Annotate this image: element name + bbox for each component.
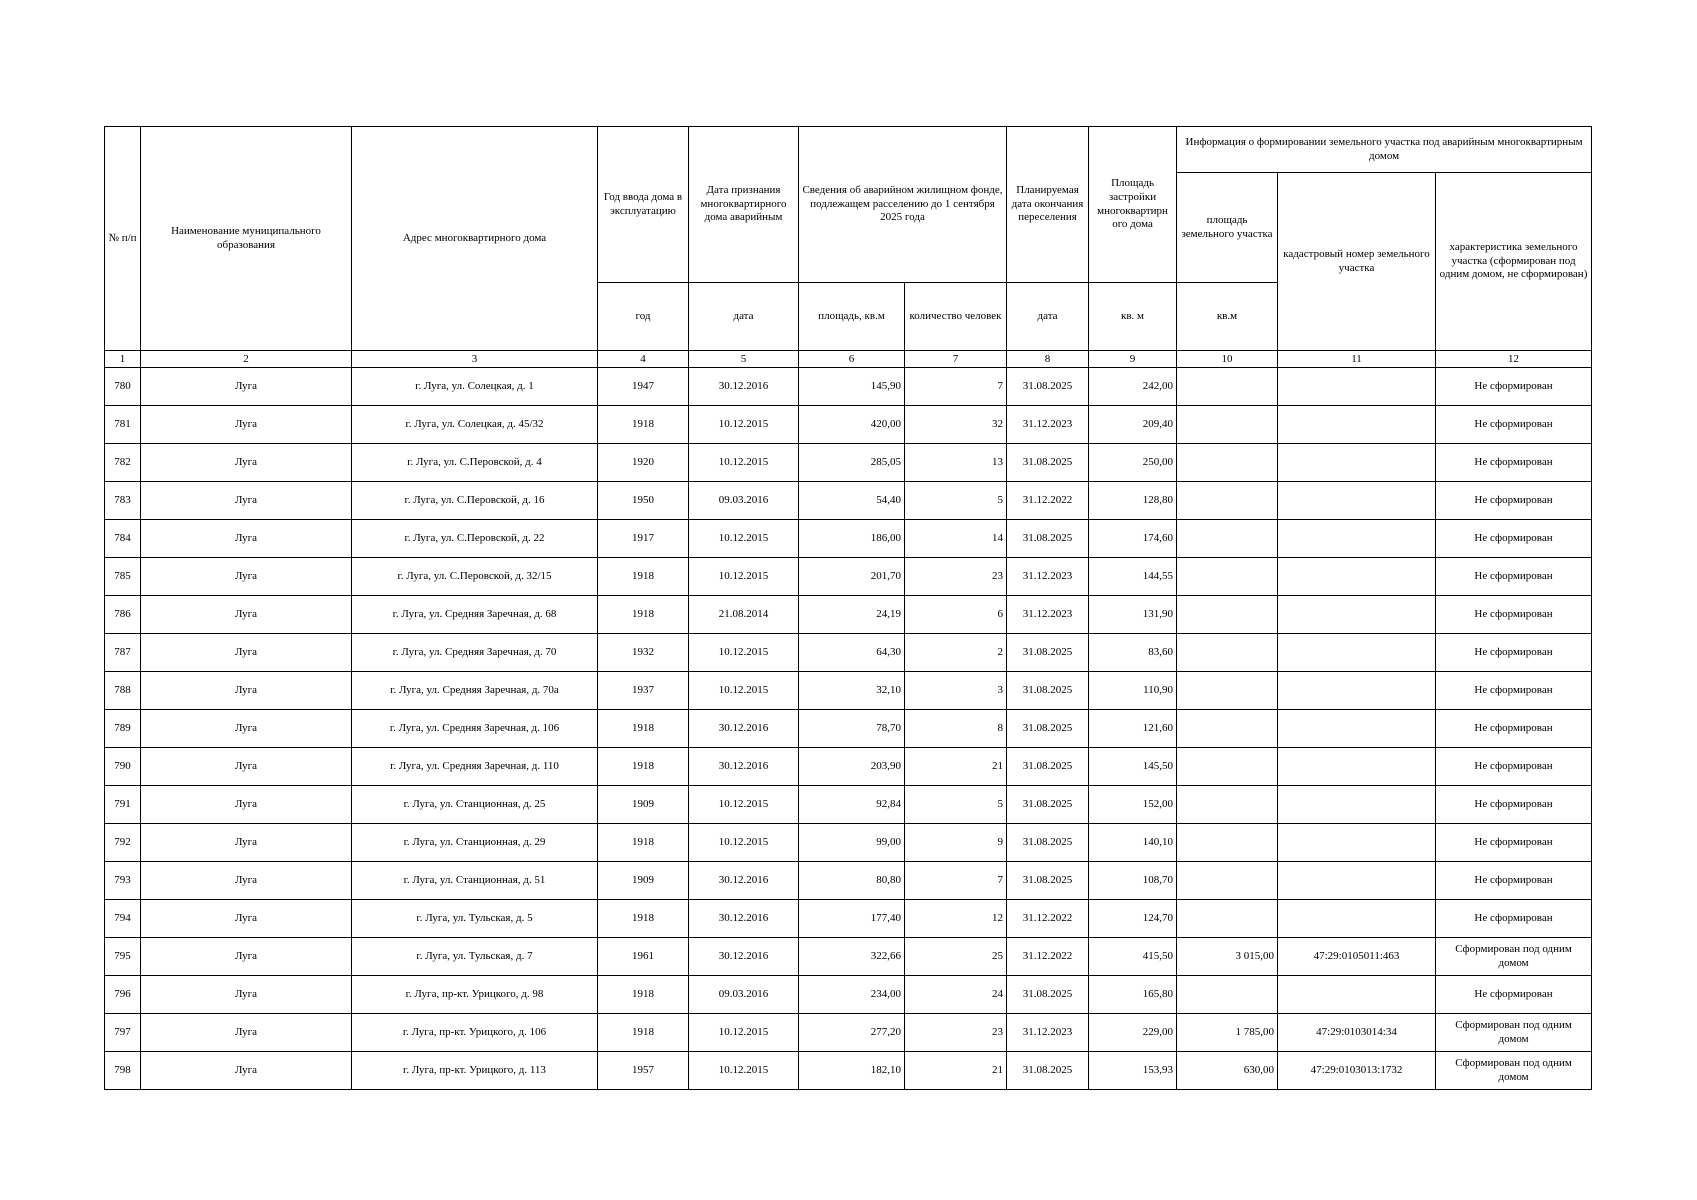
unit-people: количество человек <box>905 283 1007 351</box>
planned-date-cell: 31.12.2023 <box>1007 406 1089 444</box>
building-area-cell: 209,40 <box>1089 406 1177 444</box>
column-number: 12 <box>1436 351 1592 368</box>
year-built-cell: 1918 <box>598 824 689 862</box>
column-number: 7 <box>905 351 1007 368</box>
row-number-cell: 780 <box>105 368 141 406</box>
cadastral-number-cell <box>1278 786 1436 824</box>
column-number-row <box>105 351 1592 368</box>
emergency-date-cell: 30.12.2016 <box>689 938 799 976</box>
cadastral-number-cell <box>1278 444 1436 482</box>
table-row <box>105 976 1592 1014</box>
table-row <box>105 748 1592 786</box>
cadastral-number-cell <box>1278 976 1436 1014</box>
fund-area-cell: 78,70 <box>799 710 905 748</box>
unit-area: площадь, кв.м <box>799 283 905 351</box>
cadastral-number-cell <box>1278 748 1436 786</box>
building-area-cell: 140,10 <box>1089 824 1177 862</box>
municipality-cell: Луга <box>141 900 352 938</box>
municipality-cell: Луга <box>141 1052 352 1090</box>
row-number-cell: 787 <box>105 634 141 672</box>
land-area-cell <box>1177 482 1278 520</box>
unit-land-area: кв.м <box>1177 283 1278 351</box>
address-cell: г. Луга, ул. Станционная, д. 25 <box>352 786 598 824</box>
building-area-cell: 108,70 <box>1089 862 1177 900</box>
row-number-cell: 794 <box>105 900 141 938</box>
address-cell: г. Луга, ул. Солецкая, д. 45/32 <box>352 406 598 444</box>
building-area-cell: 110,90 <box>1089 672 1177 710</box>
fund-area-cell: 145,90 <box>799 368 905 406</box>
column-number: 4 <box>598 351 689 368</box>
municipality-cell: Луга <box>141 786 352 824</box>
cadastral-number-cell <box>1278 368 1436 406</box>
emergency-date-cell: 09.03.2016 <box>689 976 799 1014</box>
cadastral-number-cell <box>1278 862 1436 900</box>
land-status-cell: Не сформирован <box>1436 862 1592 900</box>
address-cell: г. Луга, пр-кт. Урицкого, д. 113 <box>352 1052 598 1090</box>
year-built-cell: 1932 <box>598 634 689 672</box>
table-row <box>105 824 1592 862</box>
fund-area-cell: 32,10 <box>799 672 905 710</box>
fund-area-cell: 277,20 <box>799 1014 905 1052</box>
people-count-cell: 25 <box>905 938 1007 976</box>
emergency-date-cell: 09.03.2016 <box>689 482 799 520</box>
planned-date-cell: 31.08.2025 <box>1007 444 1089 482</box>
row-number-cell: 792 <box>105 824 141 862</box>
year-built-cell: 1961 <box>598 938 689 976</box>
land-status-cell: Не сформирован <box>1436 900 1592 938</box>
unit-planned-date: дата <box>1007 283 1089 351</box>
people-count-cell: 21 <box>905 748 1007 786</box>
land-area-cell <box>1177 710 1278 748</box>
cadastral-number-cell: 47:29:0103014:34 <box>1278 1014 1436 1052</box>
table-row <box>105 710 1592 748</box>
land-status-cell: Сформирован под одним домом <box>1436 938 1592 976</box>
year-built-cell: 1917 <box>598 520 689 558</box>
land-status-cell: Не сформирован <box>1436 406 1592 444</box>
land-area-cell <box>1177 596 1278 634</box>
cadastral-number-cell <box>1278 900 1436 938</box>
table-row <box>105 368 1592 406</box>
emergency-date-cell: 10.12.2015 <box>689 1014 799 1052</box>
cadastral-number-cell <box>1278 596 1436 634</box>
year-built-cell: 1909 <box>598 786 689 824</box>
municipality-cell: Луга <box>141 406 352 444</box>
address-cell: г. Луга, ул. Средняя Заречная, д. 70 <box>352 634 598 672</box>
municipality-cell: Луга <box>141 482 352 520</box>
header-cadastral: кадастровый номер земельного участка <box>1278 173 1436 351</box>
municipality-cell: Луга <box>141 938 352 976</box>
planned-date-cell: 31.08.2025 <box>1007 976 1089 1014</box>
emergency-date-cell: 10.12.2015 <box>689 786 799 824</box>
planned-date-cell: 31.12.2023 <box>1007 558 1089 596</box>
year-built-cell: 1918 <box>598 976 689 1014</box>
municipality-cell: Луга <box>141 862 352 900</box>
year-built-cell: 1947 <box>598 368 689 406</box>
emergency-date-cell: 10.12.2015 <box>689 444 799 482</box>
land-status-cell: Не сформирован <box>1436 444 1592 482</box>
emergency-date-cell: 30.12.2016 <box>689 862 799 900</box>
land-area-cell <box>1177 520 1278 558</box>
cadastral-number-cell <box>1278 824 1436 862</box>
land-area-cell <box>1177 672 1278 710</box>
emergency-date-cell: 10.12.2015 <box>689 634 799 672</box>
building-area-cell: 145,50 <box>1089 748 1177 786</box>
table-row <box>105 406 1592 444</box>
municipality-cell: Луга <box>141 748 352 786</box>
building-area-cell: 153,93 <box>1089 1052 1177 1090</box>
column-number: 11 <box>1278 351 1436 368</box>
row-number-cell: 797 <box>105 1014 141 1052</box>
cadastral-number-cell <box>1278 406 1436 444</box>
year-built-cell: 1957 <box>598 1052 689 1090</box>
address-cell: г. Луга, ул. С.Перовской, д. 16 <box>352 482 598 520</box>
fund-area-cell: 285,05 <box>799 444 905 482</box>
fund-area-cell: 322,66 <box>799 938 905 976</box>
emergency-date-cell: 10.12.2015 <box>689 558 799 596</box>
table-row <box>105 558 1592 596</box>
column-number: 8 <box>1007 351 1089 368</box>
cadastral-number-cell: 47:29:0105011:463 <box>1278 938 1436 976</box>
row-number-cell: 781 <box>105 406 141 444</box>
land-area-cell <box>1177 406 1278 444</box>
table-row <box>105 938 1592 976</box>
building-area-cell: 250,00 <box>1089 444 1177 482</box>
fund-area-cell: 182,10 <box>799 1052 905 1090</box>
land-area-cell <box>1177 444 1278 482</box>
address-cell: г. Луга, ул. Средняя Заречная, д. 106 <box>352 710 598 748</box>
table-row <box>105 520 1592 558</box>
unit-date: дата <box>689 283 799 351</box>
address-cell: г. Луга, ул. Средняя Заречная, д. 110 <box>352 748 598 786</box>
cadastral-number-cell <box>1278 710 1436 748</box>
year-built-cell: 1950 <box>598 482 689 520</box>
land-area-cell: 3 015,00 <box>1177 938 1278 976</box>
column-number: 3 <box>352 351 598 368</box>
planned-date-cell: 31.08.2025 <box>1007 1052 1089 1090</box>
land-area-cell <box>1177 558 1278 596</box>
header-fund-info: Сведения об аварийном жилищном фонде, подлежащем расселению до 1 сентября 2025 года <box>799 127 1007 283</box>
people-count-cell: 12 <box>905 900 1007 938</box>
land-area-cell <box>1177 368 1278 406</box>
column-number: 5 <box>689 351 799 368</box>
year-built-cell: 1918 <box>598 596 689 634</box>
land-status-cell: Не сформирован <box>1436 786 1592 824</box>
fund-area-cell: 420,00 <box>799 406 905 444</box>
municipality-cell: Луга <box>141 634 352 672</box>
address-cell: г. Луга, ул. Тульская, д. 7 <box>352 938 598 976</box>
land-area-cell <box>1177 634 1278 672</box>
planned-date-cell: 31.08.2025 <box>1007 672 1089 710</box>
municipality-cell: Луга <box>141 520 352 558</box>
land-area-cell <box>1177 748 1278 786</box>
emergency-date-cell: 30.12.2016 <box>689 900 799 938</box>
planned-date-cell: 31.08.2025 <box>1007 368 1089 406</box>
planned-date-cell: 31.12.2022 <box>1007 482 1089 520</box>
planned-date-cell: 31.08.2025 <box>1007 786 1089 824</box>
header-date-emergency: Дата признания многоквартирного дома аварийным <box>689 127 799 283</box>
building-area-cell: 83,60 <box>1089 634 1177 672</box>
municipality-cell: Луга <box>141 672 352 710</box>
land-status-cell: Сформирован под одним домом <box>1436 1014 1592 1052</box>
table-row <box>105 596 1592 634</box>
people-count-cell: 14 <box>905 520 1007 558</box>
fund-area-cell: 186,00 <box>799 520 905 558</box>
land-status-cell: Не сформирован <box>1436 482 1592 520</box>
land-status-cell: Не сформирован <box>1436 672 1592 710</box>
row-number-cell: 796 <box>105 976 141 1014</box>
people-count-cell: 13 <box>905 444 1007 482</box>
people-count-cell: 2 <box>905 634 1007 672</box>
row-number-cell: 784 <box>105 520 141 558</box>
building-area-cell: 229,00 <box>1089 1014 1177 1052</box>
address-cell: г. Луга, пр-кт. Урицкого, д. 106 <box>352 1014 598 1052</box>
people-count-cell: 7 <box>905 368 1007 406</box>
table-row <box>105 444 1592 482</box>
table-row <box>105 634 1592 672</box>
cadastral-number-cell <box>1278 558 1436 596</box>
people-count-cell: 5 <box>905 786 1007 824</box>
row-number-cell: 783 <box>105 482 141 520</box>
municipality-cell: Луга <box>141 1014 352 1052</box>
table-body <box>105 368 1592 1090</box>
header-building-area: Площадь застройки многоквартирн ого дома <box>1089 127 1177 283</box>
emergency-housing-table <box>104 126 1592 1090</box>
fund-area-cell: 92,84 <box>799 786 905 824</box>
year-built-cell: 1918 <box>598 1014 689 1052</box>
fund-area-cell: 234,00 <box>799 976 905 1014</box>
cadastral-number-cell <box>1278 482 1436 520</box>
planned-date-cell: 31.12.2022 <box>1007 900 1089 938</box>
row-number-cell: 790 <box>105 748 141 786</box>
emergency-date-cell: 10.12.2015 <box>689 1052 799 1090</box>
row-number-cell: 786 <box>105 596 141 634</box>
address-cell: г. Луга, ул. Средняя Заречная, д. 70а <box>352 672 598 710</box>
land-status-cell: Не сформирован <box>1436 824 1592 862</box>
header-planned-date: Планируемая дата окончания переселения <box>1007 127 1089 283</box>
header-land-status: характеристика земельного участка (сформирован под одним домом, не сформирован) <box>1436 173 1592 351</box>
unit-year: год <box>598 283 689 351</box>
municipality-cell: Луга <box>141 368 352 406</box>
building-area-cell: 121,60 <box>1089 710 1177 748</box>
cadastral-number-cell <box>1278 520 1436 558</box>
planned-date-cell: 31.12.2022 <box>1007 938 1089 976</box>
emergency-date-cell: 10.12.2015 <box>689 824 799 862</box>
fund-area-cell: 80,80 <box>799 862 905 900</box>
land-status-cell: Не сформирован <box>1436 596 1592 634</box>
header-land-area: площадь земельного участка <box>1177 173 1278 283</box>
row-number-cell: 798 <box>105 1052 141 1090</box>
land-status-cell: Не сформирован <box>1436 558 1592 596</box>
emergency-date-cell: 10.12.2015 <box>689 406 799 444</box>
building-area-cell: 174,60 <box>1089 520 1177 558</box>
header-address: Адрес многоквартирного дома <box>352 127 598 351</box>
row-number-cell: 789 <box>105 710 141 748</box>
column-number: 2 <box>141 351 352 368</box>
address-cell: г. Луга, ул. С.Перовской, д. 4 <box>352 444 598 482</box>
fund-area-cell: 203,90 <box>799 748 905 786</box>
address-cell: г. Луга, ул. Станционная, д. 51 <box>352 862 598 900</box>
row-number-cell: 793 <box>105 862 141 900</box>
land-status-cell: Не сформирован <box>1436 520 1592 558</box>
header-year-built: Год ввода дома в эксплуатацию <box>598 127 689 283</box>
planned-date-cell: 31.08.2025 <box>1007 862 1089 900</box>
planned-date-cell: 31.08.2025 <box>1007 634 1089 672</box>
emergency-date-cell: 10.12.2015 <box>689 672 799 710</box>
people-count-cell: 6 <box>905 596 1007 634</box>
land-area-cell: 630,00 <box>1177 1052 1278 1090</box>
fund-area-cell: 54,40 <box>799 482 905 520</box>
building-area-cell: 144,55 <box>1089 558 1177 596</box>
column-number: 10 <box>1177 351 1278 368</box>
cadastral-number-cell <box>1278 672 1436 710</box>
year-built-cell: 1937 <box>598 672 689 710</box>
municipality-cell: Луга <box>141 596 352 634</box>
column-number: 9 <box>1089 351 1177 368</box>
emergency-date-cell: 30.12.2016 <box>689 748 799 786</box>
building-area-cell: 128,80 <box>1089 482 1177 520</box>
land-status-cell: Не сформирован <box>1436 368 1592 406</box>
fund-area-cell: 99,00 <box>799 824 905 862</box>
address-cell: г. Луга, ул. Средняя Заречная, д. 68 <box>352 596 598 634</box>
people-count-cell: 5 <box>905 482 1007 520</box>
address-cell: г. Луга, ул. С.Перовской, д. 22 <box>352 520 598 558</box>
building-area-cell: 415,50 <box>1089 938 1177 976</box>
building-area-cell: 165,80 <box>1089 976 1177 1014</box>
table-row <box>105 482 1592 520</box>
planned-date-cell: 31.08.2025 <box>1007 520 1089 558</box>
planned-date-cell: 31.08.2025 <box>1007 748 1089 786</box>
land-status-cell: Не сформирован <box>1436 748 1592 786</box>
fund-area-cell: 201,70 <box>799 558 905 596</box>
people-count-cell: 32 <box>905 406 1007 444</box>
land-status-cell: Не сформирован <box>1436 710 1592 748</box>
municipality-cell: Луга <box>141 976 352 1014</box>
land-status-cell: Не сформирован <box>1436 976 1592 1014</box>
table-row <box>105 900 1592 938</box>
fund-area-cell: 64,30 <box>799 634 905 672</box>
land-status-cell: Не сформирован <box>1436 634 1592 672</box>
header-num: № п/п <box>105 127 141 351</box>
address-cell: г. Луга, ул. С.Перовской, д. 32/15 <box>352 558 598 596</box>
table-row <box>105 786 1592 824</box>
row-number-cell: 791 <box>105 786 141 824</box>
year-built-cell: 1918 <box>598 900 689 938</box>
table-row <box>105 862 1592 900</box>
row-number-cell: 785 <box>105 558 141 596</box>
header-row-1 <box>105 127 1592 173</box>
address-cell: г. Луга, ул. Станционная, д. 29 <box>352 824 598 862</box>
column-number: 1 <box>105 351 141 368</box>
municipality-cell: Луга <box>141 444 352 482</box>
year-built-cell: 1909 <box>598 862 689 900</box>
planned-date-cell: 31.12.2023 <box>1007 1014 1089 1052</box>
people-count-cell: 21 <box>905 1052 1007 1090</box>
cadastral-number-cell: 47:29:0103013:1732 <box>1278 1052 1436 1090</box>
table-row <box>105 672 1592 710</box>
land-area-cell <box>1177 786 1278 824</box>
building-area-cell: 124,70 <box>1089 900 1177 938</box>
people-count-cell: 9 <box>905 824 1007 862</box>
land-area-cell <box>1177 824 1278 862</box>
emergency-date-cell: 21.08.2014 <box>689 596 799 634</box>
table-row <box>105 1014 1592 1052</box>
planned-date-cell: 31.12.2023 <box>1007 596 1089 634</box>
municipality-cell: Луга <box>141 558 352 596</box>
building-area-cell: 242,00 <box>1089 368 1177 406</box>
year-built-cell: 1918 <box>598 558 689 596</box>
emergency-date-cell: 30.12.2016 <box>689 368 799 406</box>
municipality-cell: Луга <box>141 824 352 862</box>
people-count-cell: 24 <box>905 976 1007 1014</box>
unit-building-area: кв. м <box>1089 283 1177 351</box>
building-area-cell: 131,90 <box>1089 596 1177 634</box>
table-row <box>105 1052 1592 1090</box>
row-number-cell: 782 <box>105 444 141 482</box>
emergency-date-cell: 10.12.2015 <box>689 520 799 558</box>
fund-area-cell: 177,40 <box>799 900 905 938</box>
year-built-cell: 1920 <box>598 444 689 482</box>
municipality-cell: Луга <box>141 710 352 748</box>
header-municipality: Наименование муниципального образования <box>141 127 352 351</box>
people-count-cell: 8 <box>905 710 1007 748</box>
people-count-cell: 7 <box>905 862 1007 900</box>
year-built-cell: 1918 <box>598 710 689 748</box>
emergency-date-cell: 30.12.2016 <box>689 710 799 748</box>
planned-date-cell: 31.08.2025 <box>1007 710 1089 748</box>
land-area-cell <box>1177 976 1278 1014</box>
year-built-cell: 1918 <box>598 406 689 444</box>
row-number-cell: 795 <box>105 938 141 976</box>
cadastral-number-cell <box>1278 634 1436 672</box>
year-built-cell: 1918 <box>598 748 689 786</box>
people-count-cell: 23 <box>905 558 1007 596</box>
people-count-cell: 23 <box>905 1014 1007 1052</box>
land-area-cell: 1 785,00 <box>1177 1014 1278 1052</box>
land-area-cell <box>1177 862 1278 900</box>
building-area-cell: 152,00 <box>1089 786 1177 824</box>
address-cell: г. Луга, ул. Тульская, д. 5 <box>352 900 598 938</box>
fund-area-cell: 24,19 <box>799 596 905 634</box>
people-count-cell: 3 <box>905 672 1007 710</box>
land-area-cell <box>1177 900 1278 938</box>
address-cell: г. Луга, ул. Солецкая, д. 1 <box>352 368 598 406</box>
planned-date-cell: 31.08.2025 <box>1007 824 1089 862</box>
land-status-cell: Сформирован под одним домом <box>1436 1052 1592 1090</box>
row-number-cell: 788 <box>105 672 141 710</box>
column-number: 6 <box>799 351 905 368</box>
address-cell: г. Луга, пр-кт. Урицкого, д. 98 <box>352 976 598 1014</box>
header-land-info: Информация о формировании земельного участка под аварийным многоквартирным домом <box>1177 127 1592 173</box>
